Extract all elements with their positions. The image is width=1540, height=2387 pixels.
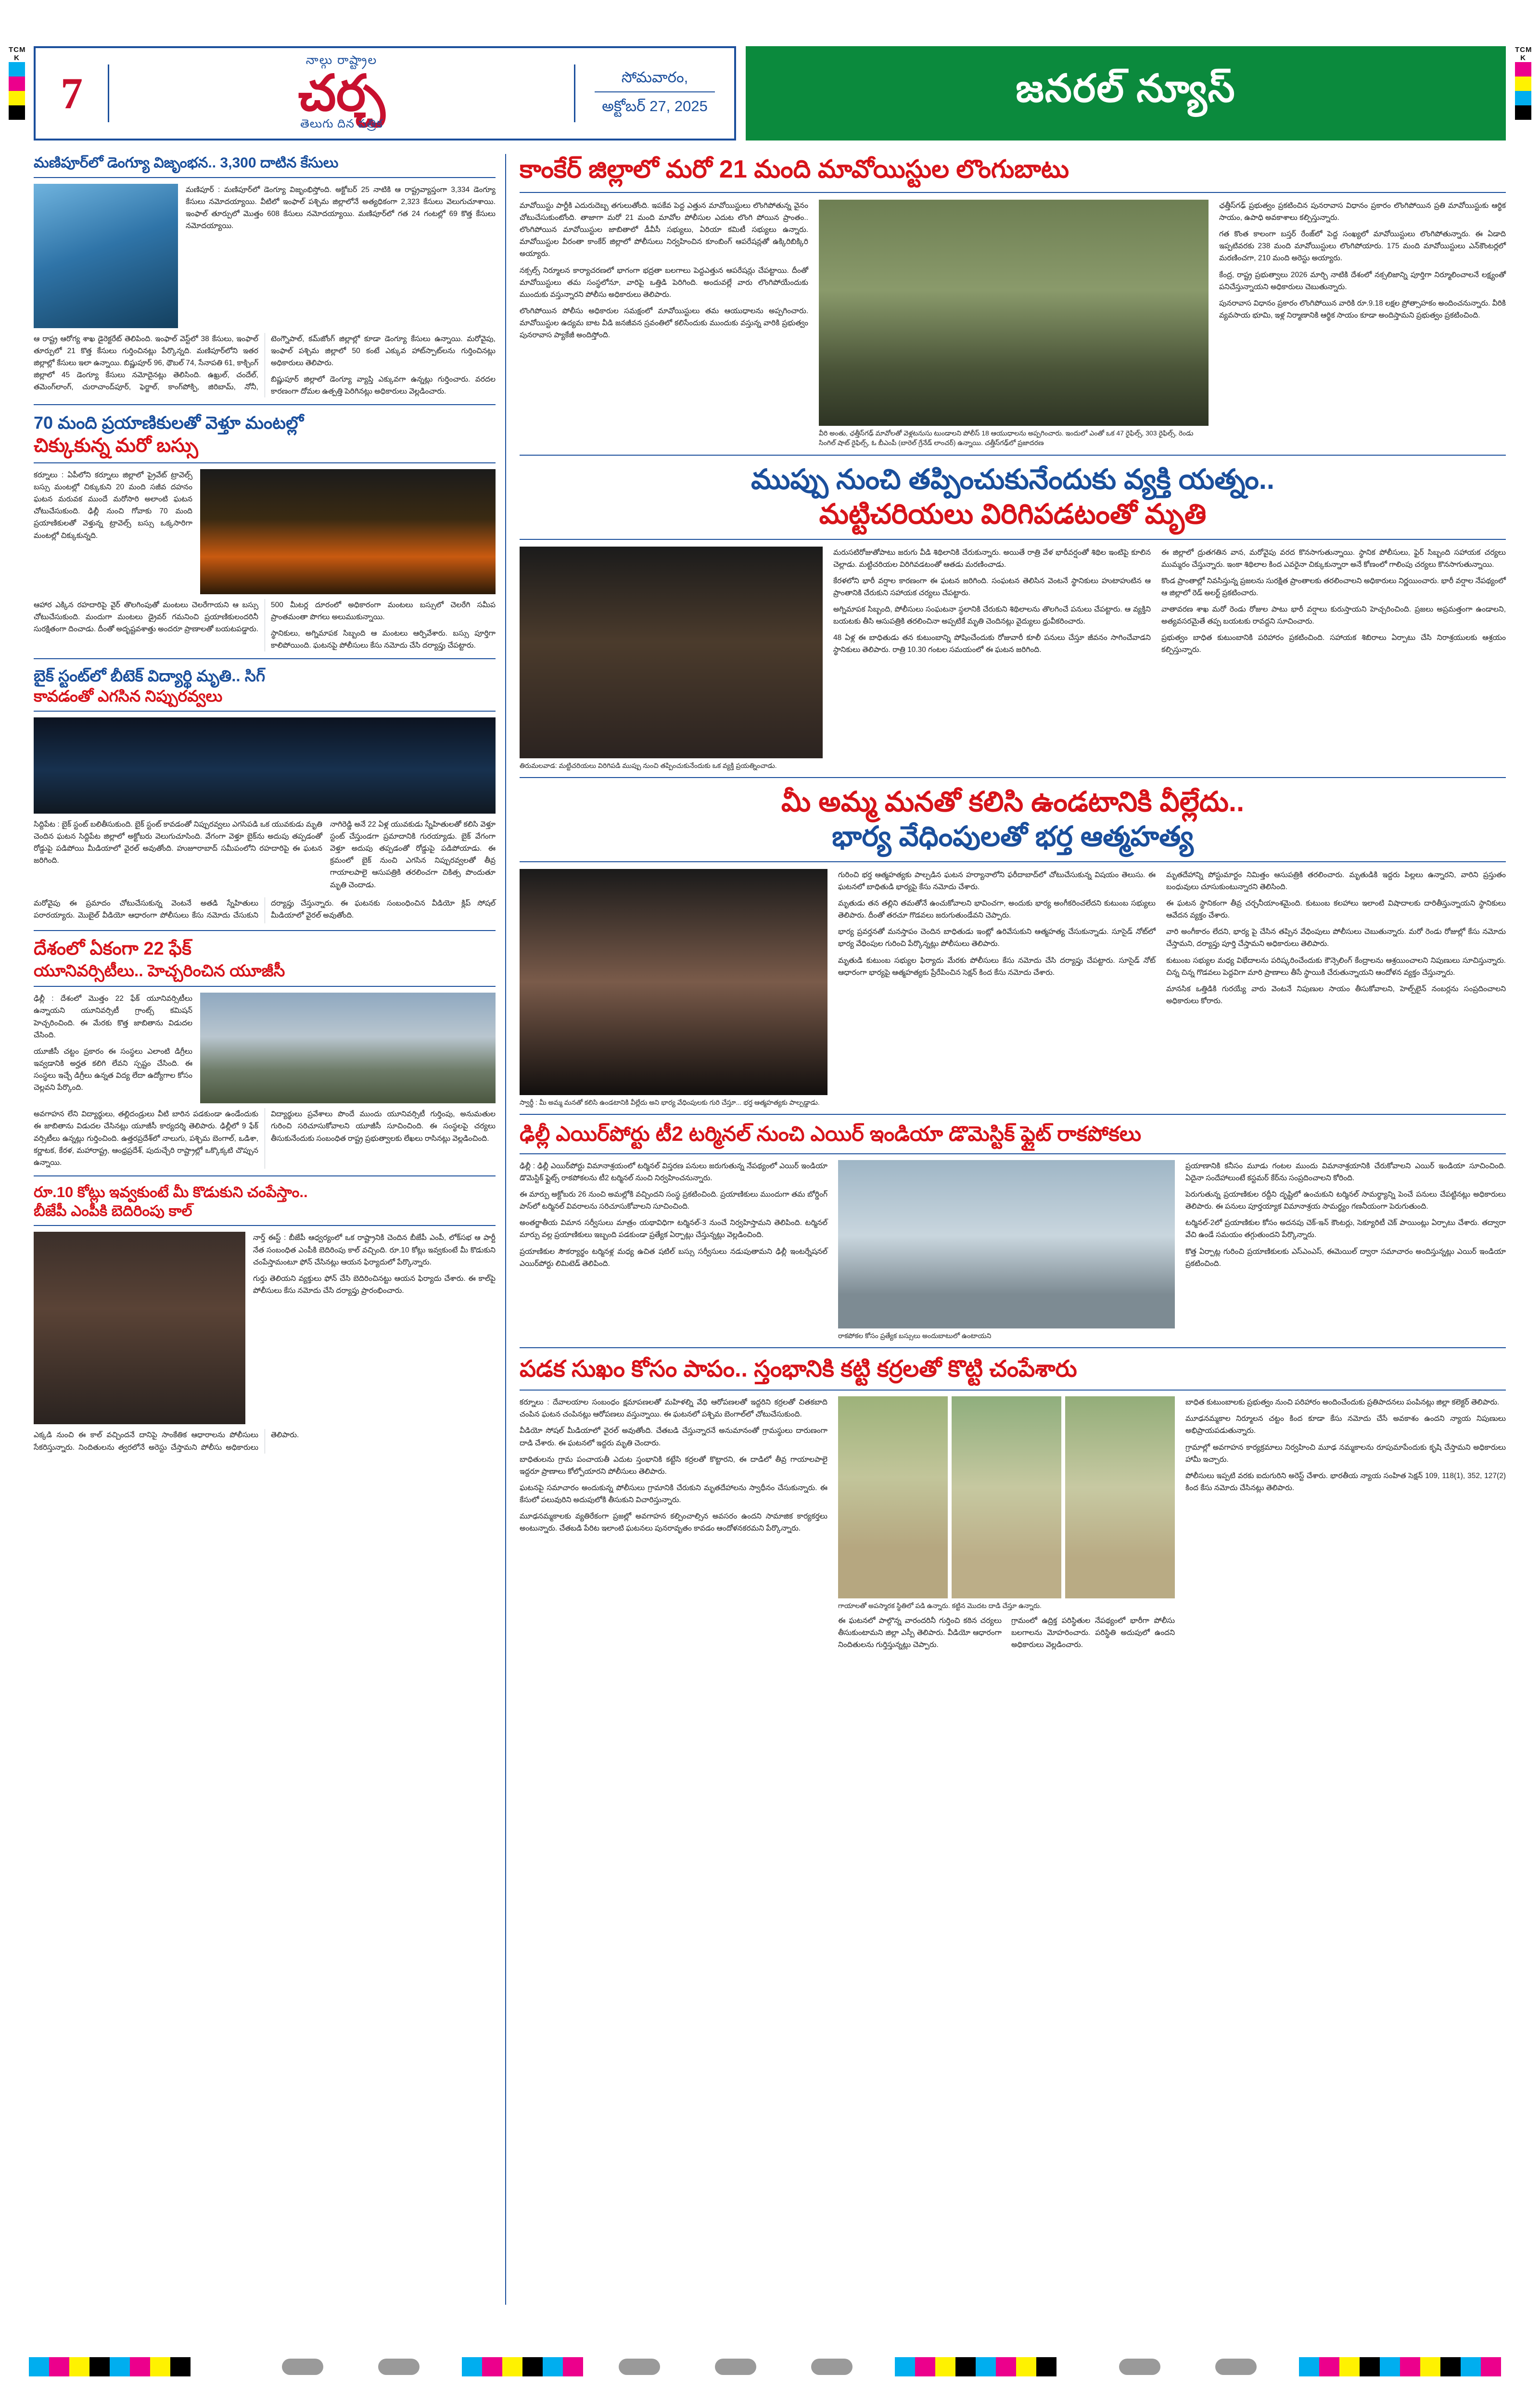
article-landslide-para-6: ఈ జిల్లాలో ద్రుతగతిన వాన, మరోవైపు వరద కొనసాగుతున్నాయి. స్థానిక పోలీసులు, ఫైర్ సిబ్బంది సహాయక చర్యలు ముమ్మరం చేస్తున్నారు. ఇంకా శిథిలాల కింద ఎవరైనా చిక్కుకున్నారా అనే కోణంలో గాలింపు చర్యలు కొనసాగుతున్నాయి. (1161, 548, 1506, 569)
article-landslide-headline-line1: ముప్పు నుంచి తప్పించుకునేందుకు వ్యక్తి యత్నం.. (751, 463, 1275, 495)
article-landslide-para-7: కొండ ప్రాంతాల్లో నివసిస్తున్న ప్రజలను సురక్షిత ప్రాంతాలకు తరలించాలని అధికారులు నిర్ణయించారు. భారీ వర్షాల నేపథ్యంలో ఆ జిల్లాలో రెడ్ అలర్ట్ ప్రకటించారు. (1161, 576, 1506, 597)
article-witchcraft-para-12: పోలీసులు ఇప్పటి వరకు ఐదుగురిని అరెస్ట్ చేశారు. భారతీయ న్యాయ సంహిత సెక్షన్ 109, 118(1), 352, 127(2) కింద కేసు నమోదు చేసినట్లు తెలిపారు. (1185, 1471, 1506, 1492)
article-air-india-para-3: అంతర్జాతీయ విమాన సర్వీసులు మాత్రం యథావిధిగా టర్మినల్-3 నుంచే నిర్వహిస్తామని తెలిపింది. టర్మినల్ మార్పు వల్ల ప్రయాణికులు ఇబ్బంది పడకుండా ప్రత్యేక ఏర్పాట్లు చేస్తున్నట్లు వెల్లడించింది. (520, 1219, 827, 1239)
section-title-banner: జనరల్ న్యూస్ (746, 46, 1506, 140)
registration-color-bar-left (9, 46, 25, 103)
article-husband-suicide-para-3: భార్య ప్రవర్తనతో మనస్తాపం చెందిన బాధితుడు ఇంట్లో ఉరివేసుకుని ఆత్మహత్య చేసుకున్నాడు. సూసైడ్ నోట్‌లో భార్య వేధింపుల గురించి పేర్కొన్నట్లు పోలీసులు తెలిపారు. (838, 928, 1156, 948)
article-witchcraft-para-11: గ్రామాల్లో అవగాహన కార్యక్రమాలు నిర్వహించి మూఢ నమ్మకాలను రూపుమాపేందుకు కృషి చేస్తామని అధికారులు హామీ ఇచ్చారు. (1185, 1443, 1506, 1464)
bjp-mp-portrait-photo (34, 1232, 245, 1424)
divider-2 (34, 658, 496, 659)
article-bjp-mp-para-1: నార్త్ ఈస్ట్ : బీజేపీ ఆధ్వర్యంలో ఒక రాష్ట్రానికి చెందిన బీజేపీ ఎంపీ, లోక్‌సభ ఆ పార్టీ నేత సంబంధిత ఎంపీకి బెదిరింపు కాల్ వచ్చింది. రూ.10 కోట్లు ఇవ్వకుంటే మీ కొడుకుని చంపేస్తామంటూ ఫోన్ చేసినట్లు ఆయన ఫిర్యాదులో పేర్కొన్నారు. (253, 1234, 496, 1266)
article-husband-suicide-para-6: ఈ ఘటన స్థానికంగా తీవ్ర చర్చనీయాంశమైంది. కుటుంబ కలహాలు ఇలాంటి విషాదాలకు దారితీస్తున్నాయని స్థానికులు ఆవేదన వ్యక్తం చేశారు. (1166, 899, 1506, 920)
article-air-india-para-1: ఢిల్లీ : ఢిల్లీ ఎయిర్‌పోర్టు విమానాశ్రయంలో టర్మినల్ విస్తరణ పనులు జరుగుతున్న నేపథ్యంలో ఎయిర్ ఇండియా డొమెస్టిక్ ఫ్లైట్స్ రాకపోకలను టీ2 టర్మినల్ నుంచి నిర్వహించనున్నారు. (520, 1162, 827, 1183)
article-bike-stunt (34, 666, 496, 923)
divider-r1 (520, 455, 1506, 456)
article-bus-fire (34, 412, 496, 651)
article-landslide-para-1: మరుసటిరోజుతోపాటు జ‌రుగు వీడి శిథిలానికి చేరుకున్నారు. అయితే రాత్రి వేళ భారీవర్షంతో శిథిల ఇంటిపై కూలిన చెల్లాడు. మట్టిచరియల విరిగివడటంతో ఆతడు మరణించాడు. (833, 548, 1151, 569)
air-india-aircraft-photo (838, 1160, 1175, 1328)
article-maoists-para-7: పునరావాస విధానం ప్రకారం లొంగిపోయిన వారికి రూ.9.18 లక్షల ప్రోత్సాహకం అందించనున్నారు. వీరికి వ్యవసాయ భూమి, ఇళ్ల నిర్మాణానికి ఆర్థిక సాయం కూడా అందిస్తామని ప్రభుత్వం ప్రకటించింది. (1219, 299, 1506, 319)
article-landslide-para-4: 48 ఏళ్ల ఈ బాధితుడు తన కుటుంబాన్ని పోషించేందుకు రోజువారీ కూలీ పనులు చేస్తూ జీవనం సాగించేవాడని స్థానికులు తెలిపారు. రాత్రి 10.30 గంటల సమయంలో ఈ ఘటన జరిగింది. (833, 634, 1151, 654)
article-bus-fire-para-3: స్థానికులు, అగ్నిమాపక సిబ్బంది ఆ మంటలు ఆర్పివేశారు. బస్సు పూర్తిగా కాలిపోయింది. ఘటనపై పోలీసులు కేసు నమోదు చేసి దర్యాప్తు చేపట్టారు. (271, 629, 496, 650)
logo-tagline-bottom: తెలుగు దిన పత్రిక (300, 117, 383, 131)
article-bike-stunt-para-3: మరోవైపు ఈ ప్రమాదం చోటుచేసుకున్న వెంటనే అతడి స్నేహితులు పరారయ్యారు. మొబైల్ వీడియో ఆధారంగా పోలీసులు కేసు నమోదు చేసుకుని దర్యాప్తు చేస్తున్నారు. ఈ ఘటనకు సంబంధించిన వీడియో క్లిప్ సోషల్ మీడియాలో వైరల్ అవుతోంది. (34, 899, 496, 919)
article-maoists-para-4: ఛత్తీస్‌గఢ్ ప్రభుత్వం ప్రకటించిన పునరావాస విధానం ప్రకారం లొంగిపోయిన ప్రతి మావోయిస్టుకు ఆర్థిక సాయం, ఉపాధి అవకాశాలు కల్పిస్తున్నారు. (1219, 202, 1506, 222)
article-bjp-mp-threat (34, 1183, 496, 1454)
article-witchcraft-para-7: ఈ ఘటనలో పాల్గొన్న వారందరినీ గుర్తించి కఠిన చర్యలు తీసుకుంటామని జిల్లా ఎస్పీ తెలిపారు. వీడియో ఆధారంగా నిందితులను గుర్తిస్తున్నట్లు చెప్పారు. (838, 1616, 1002, 1649)
article-air-india-para-5: ప్రయాణానికి కనీసం మూడు గంటల ముందు విమానాశ్రయానికి చేరుకోవాలని ఎయిర్ ఇండియా సూచించింది. ఏదైనా సందేహాలుంటే కస్టమర్ కేర్‌ను సంప్రదించాలని కోరింది. (1185, 1162, 1506, 1183)
newspaper-logo (109, 53, 574, 134)
landslide-crowd-night-photo (520, 547, 823, 758)
article-dengue-headline: మణిపూర్‌లో డెంగ్యూ విజృంభన.. 3,300 దాటిన కేసులు (34, 155, 339, 171)
article-husband-suicide-para-4: మృతుడి కుటుంబ సభ్యుల ఫిర్యాదు మేరకు పోలీసులు కేసు నమోదు చేసి దర్యాప్తు చేపట్టారు. సూసైడ్ నోట్ ఆధారంగా భార్యపై ఆత్మహత్యకు ప్రేరేపించిన సెక్షన్ కింద కేసు నమోదు చేశారు. (838, 956, 1156, 977)
article-fake-universities-para-4: విద్యార్థులు ప్రవేశాలు పొందే ముందు యూనివర్సిటీ గుర్తింపు, అనుమతుల గురించి సరిచూసుకోవాలని యూజీసీ సూచించింది. ఈ సంస్థలపై చర్యలు తీసుకునేందుకు సంబంధిత రాష్ట్ర ప్రభుత్వాలకు లేఖలు రాసినట్లు వెల్లడించింది. (271, 1110, 496, 1143)
print-control-bars (0, 2357, 1540, 2376)
article-air-india-para-8: కొత్త ఏర్పాట్ల గురించి ప్రయాణికులకు ఎస్ఎంఎస్, ఈమెయిల్ ద్వారా సమాచారం అందిస్తున్నట్లు ఎయిర్ ఇండియా ప్రకటించింది. (1185, 1247, 1506, 1268)
divider-r3 (520, 1114, 1506, 1115)
article-landslide-para-2: కేరళలోని భారీ వర్షాల కారణంగా ఈ ఘటన జరిగింది. సంఘటన తెలిసిన వెంటనే స్థానికులు హుటాహుటిన ఆ ప్రాంతానికి చేరుకుని సహాయక చర్యలు చేపట్టారు. (833, 576, 1151, 597)
article-landslide-para-8: వాతావరణ శాఖ మరో రెండు రోజుల పాటు భారీ వర్షాలు కురుస్తాయని హెచ్చరించింది. ప్రజలు అప్రమత్తంగా ఉండాలని, అత్యవసరమైతే తప్ప బయటకు రావద్దని సూచించారు. (1161, 605, 1506, 626)
divider-1 (34, 404, 496, 405)
article-fake-universities (34, 938, 496, 1169)
article-maoists-headline: కాంకేర్ జిల్లాలో మరో 21 మంది మావోయిస్టుల లొంగుబాటు (520, 155, 1069, 183)
masthead-title-box (34, 46, 736, 140)
reg-mark-label-right: TCM K (1515, 46, 1532, 62)
page-content (34, 154, 1506, 2329)
article-husband-suicide-para-1: గురించి భర్త ఆత్మహత్యకు పాల్పడిన ఘటన హర్యానాలోని ఫరీదాబాద్‌లో చోటుచేసుకున్న విషయం తెలుసు. ఈ ఘటనలో బాధితుడి భార్యపై కేసు నమోదు చేశారు. (838, 870, 1156, 891)
left-column (34, 154, 496, 1454)
page-number: 7 (61, 69, 83, 118)
article-bike-stunt-para-1: సిద్దిపేట : బైక్ స్టంట్ బలితీసుకుంది. బైక్ స్టంట్ కావడంతో నిప్పురవ్వలు ఎగసిపడి ఒక యువకుడు మృతి చెందిన ఘటన సిద్దిపేట జిల్లాలో అక్టోబరు వెలుగుచూసింది. వేగంగా వెళ్తూ బైక్‌ను అదుపు తప్పడంతో రోడ్డుపై పడిపోయి మీడియాలో వైరల్ అవుతోంది. హుజూరాబాద్ సమీపంలోని రహదారిపై ఈ ఘటన జరిగింది. (34, 820, 322, 865)
article-bjp-mp-para-3: ఎక్కడి నుంచి ఈ కాల్ వచ్చిందనే దానిపై సాంకేతిక ఆధారాలను పోలీసులు సేకరిస్తున్నారు. నిందితులను త్వరలోనే అరెస్టు చేస్తామని పోలీసు అధికారులు తెలిపారు. (34, 1431, 299, 1452)
article-witchcraft-para-9: బాధిత కుటుంబాలకు ప్రభుత్వం నుంచి పరిహారం అందించేందుకు ప్రతిపాదనలు పంపినట్లు జిల్లా కలెక్టర్ తెలిపారు. (1185, 1398, 1500, 1407)
ugc-building-photo (200, 993, 496, 1103)
article-witchcraft-para-3: బాధితులను గ్రామ పంచాయతీ ఎదుట స్తంభానికి కట్టేసి కర్రలతో కొట్టారని, ఈ దాడిలో తీవ్ర గాయాలపాలై ఇద్దరూ ప్రాణాలు కోల్పోయారని పోలీసులు తెలిపారు. (520, 1455, 827, 1476)
article-landslide-para-3: అగ్నిమాపక సిబ్బంది, పోలీసులు సంఘటనా స్థలానికి చేరుకుని శిథిలాలను తొలగించే పనులు చేపట్టారు. ఆ వ్యక్తిని బయటకు తీసి ఆసుపత్రికి తరలించినా అప్పటికే మృతి చెందినట్లు వైద్యులు ధ్రువీకరించారు. (833, 605, 1151, 626)
article-maoists-para-5: గత కొంత కాలంగా బస్తర్ రేంజ్‌లో పెద్ద సంఖ్యలో మావోయిస్టులు లొంగిపోతున్నారు. ఈ ఏడాది ఇప్పటివరకు 238 మంది మావోయిస్టులు లొంగిపోయారు. 175 మంది మావోయిస్టులు ఎన్‌కౌంటర్లలో మరణించగా, 210 మంది అరెస్టు అయ్యారు. (1219, 230, 1506, 263)
article-witchcraft-para-8: గ్రామంలో ఉద్రిక్త పరిస్థితుల నేపథ్యంలో భారీగా పోలీసు బలగాలను మోహరించారు. పరిస్థితి అదుపులో ఉందని అధికారులు వెల్లడించారు. (1011, 1616, 1175, 1649)
article-landslide-para-9: ప్రభుత్వం బాధిత కుటుంబానికి పరిహారం ప్రకటించింది. సహాయక శిబిరాలు ఏర్పాటు చేసి నిరాశ్రయులకు ఆశ్రయం కల్పిస్తున్నారు. (1161, 634, 1506, 654)
logo-title: చర్చ (298, 65, 385, 121)
article-husband-suicide (520, 785, 1506, 1107)
article-maoists-para-1: మావోయిస్టు పార్టీకి ఎదురుదెబ్బ తగులుతోంది. ఇపకేవ పెద్ద ఎత్తున మావోయిస్టులు లొంగిపోతున్న వైనం చోటుచేసుకుంటోంది. తాజాగా మరో 21 మంది మావోల పోలీసుల ఎదుట లొంగి పోయిన ప్రాంతం.. లొంగిపోయిన మావోయిస్టుల జాబితాలో డీవీసీ సభ్యులు, ఏరియా కమిటీ సభ్యులు ఉన్నారు. మావోయిస్టుల వీరంతా కాంకేర్ జిల్లాలో పోలీసులు నిర్వహించిన కూంబింగ్ ఆపరేషన్లతో ఉక్కిరిబిక్కిరి అయ్యారు. (520, 202, 808, 258)
masthead (34, 46, 1506, 140)
article-bjp-mp-headline-line1: రూ.10 కోట్లు ఇవ్వకుంటే మీ కొడుకుని చంపేస్తాం.. (34, 1183, 308, 1200)
column-rule-main (505, 154, 506, 2305)
article-witchcraft-para-4: ఘటనపై సమాచారం అందుకున్న పోలీసులు గ్రామానికి చేరుకుని మృతదేహాలను స్వాధీనం చేసుకున్నారు. ఈ కేసులో పలువురిని అదుపులోకి తీసుకుని విచారిస్తున్నారు. (520, 1483, 827, 1504)
publication-date (575, 66, 734, 121)
article-witchcraft-para-1: కర్నూలు : దేవాలయాల సంబంధం క్షమాపణలతో మహిళల్ని వేధి ఆరోపణలతో ఇద్దరిని కర్రలతో చితకబాది చంపిన ఘటన చంపినట్లు ఆరోపణలు వస్తున్నాయి. ఈ ఘటనలో పశ్చిమ బెంగాల్‌లో చోటుచేసుకుంది. (520, 1398, 827, 1419)
article-dengue-para-2: ఆ రాష్ట్ర ఆరోగ్య శాఖ డైరెక్టరేట్ తెలిపింది. ఇంఫాల్ వెస్ట్‌లో 38 కేసులు, ఇంఫాల్ తూర్పులో 21 కొత్త కేసులు గుర్తించినట్లు పేర్కొన్నది. మణిపూర్‌లోని ఇతర జిల్లాల్లో కేసులు ఇలా ఉన్నాయి. బిష్ణుపూర్ 96, థౌబల్ 74, సేనాపతి 61, కాక్చింగ్ జిల్లాలో 45 డెంగ్యూ కేసులు నమోదైనట్లు తెలిసింది. ఉఖ్రుల్, చందేల్, తమెంగ్‌లాంగ్, చురాచాంద్‌పూర్, ఫెర్జాల్, కాంగ్‌పోక్పి, జిరిబామ్, నోనీ, టెంగ్నౌపాల్, కమ్‌జోంగ్ జిల్లాల్లో కూడా డెంగ్యూ కేసులు ఉన్నాయి. మరోవైపు, ఇంఫాల్ పశ్చిమ జిల్లాలో 50 కంటే ఎక్కువ హాట్‌స్పాట్‌లను గుర్తించినట్లు అధికారులు తెలిపారు. (34, 334, 496, 391)
right-column (520, 154, 1506, 1655)
article-bike-stunt-headline-line2: కావడంతో ఎగసిన నిప్పురవ్వలు (34, 687, 223, 705)
article-bus-fire-headline-line1: 70 మంది ప్రయాణికులతో వెళ్తూ మంటల్లో (34, 413, 304, 433)
article-maoists-para-3: లొంగిపోయిన పోలీసు అధికారుల సమక్షంలో మావోయిస్టులు తమ ఆయుధాలను అప్పగించారు. మావోయిస్టుల ఉద్యమ బాట వీడి జనజీవన స్రవంతిలో కలిసేందుకు ముందుకు వస్తున్న వారికి ప్రభుత్వం పునరావాస ప్యాకేజీ అందిస్తోంది. (520, 306, 808, 340)
article-air-india-para-7: టర్మినల్-2లో ప్రయాణికుల కోసం అదనపు చెక్-ఇన్ కౌంటర్లు, సెక్యూరిటీ చెక్ పాయింట్లు ఏర్పాటు చేశారు. తద్వారా వేచి ఉండే సమయం తగ్గుతుందని పేర్కొన్నారు. (1185, 1219, 1506, 1239)
village-crowd-photo-3 (1065, 1396, 1175, 1598)
article-witchcraft-headline: పడక సుఖం కోసం పాపం.. స్తంభానికి కట్టి కర్రలతో కొట్టి చంపేశారు (520, 1356, 1077, 1382)
article-husband-suicide-para-5: మృతదేహాన్ని పోస్టుమార్టం నిమిత్తం ఆసుపత్రికి తరలించారు. మృతుడికి ఇద్దరు పిల్లలు ఉన్నారని, వారిని ప్రస్తుతం బంధువులు చూసుకుంటున్నారని తెలిసింది. (1166, 870, 1506, 891)
mosquito-blood-sample-photo (34, 184, 178, 328)
reg-mark-label-left: TCM K (9, 46, 26, 62)
article-bus-fire-para-2: ఆహార ఎక్కిన రహదారిపై వైర్ తొలగింపుతో మంటలు చెలరేగాయని ఆ బస్సు చోటుచేసుకుంది. మందుగా మంటలు డ్రైవర్ గమనించి ప్రయాణికులందరినీ సురక్షితంగా దించాడు. దీంతో అదృష్టవశాత్తు అందరూ ప్రాణాలతో బయటపడ్డారు. 500 మీటర్ల దూరంలో అధికారంగా మంటలు బస్సులో చెలరేగి సమీప ప్రాంతమంతా పొగలు అలుముకున్నాయి. (34, 601, 496, 634)
article-fake-universities-headline-line2: యూనివర్సిటీలు.. హెచ్చరించిన యూజీసీ (34, 961, 285, 980)
article-dengue-para-3: బిష్ణుపూర్ జిల్లాలో డెంగ్యూ వ్యాప్తి ఎక్కువగా ఉన్నట్లు గుర్తించారు. వరదల కారణంగా దోమల ఉత్పత్తి పెరిగినట్లు అధికారులు వెల్లడించారు. (271, 375, 496, 396)
article-witchcraft-para-6: మూఢనమ్మకాలకు వ్యతిరేకంగా ప్రజల్లో అవగాహన కల్పించాల్సిన అవసరం ఉందని సామాజిక కార్యకర్తలు అంటున్నారు. చేతబడి పేరిట ఇలాంటి ఘటనలు పునరావృతం కావడం ఆందోళనకరమని పేర్కొన్నారు. (520, 1512, 827, 1533)
article-air-india-para-2: ఈ మార్పు అక్టోబరు 26 నుంచి అమల్లోకి వచ్చిందని సంస్థ ప్రకటించింది. ప్రయాణికులు ముందుగా తమ బోర్డింగ్ పాస్‌లో టర్మినల్ వివరాలను సరిచూసుకోవాలని సూచించింది. (520, 1190, 827, 1211)
article-bus-fire-para-1: కర్నూలు : ఏపీలోని కర్నూలు జిల్లాలో ప్రైవేట్ ట్రావెల్స్ బస్సు మంటల్లో చిక్కుకుని 20 మంది సజీవ దహనం ఘటన మరువక ముందే మరోసారి అలాంటి ఘటన చోటుచేసుకుంది. ఢిల్లీ నుంచి గోవాకు 70 మంది ప్రయాణికులతో వెళ్తున్న ట్రావెల్స్ బస్సు ఒక్కసారిగా మంటల్లో చిక్కుకున్నది. (34, 471, 192, 540)
article-husband-suicide-photo-caption: స్వార్థీ : మీ అమ్మ మనతో కలిసి ఉండటానికి వీల్లేదు అని భార్య వేధింపులకు గురి చేస్తూ... భర్త ఆత్మహత్యకు పాల్పడ్డాడు. (520, 1098, 820, 1106)
article-air-india-para-6: పెరుగుతున్న ప్రయాణికుల రద్దీని దృష్టిలో ఉంచుకుని టర్మినల్ సామర్థ్యాన్ని పెంచే పనులు చేపట్టినట్లు అధికారులు తెలిపారు. ఈ పనులు పూర్తయ్యాక విమానాశ్రయ సామర్థ్యం గణనీయంగా పెరుగుతుంది. (1185, 1190, 1506, 1211)
article-bus-fire-headline-line2: చిక్కుకున్న మరో బస్సు (34, 435, 198, 457)
surrendered-maoists-group-photo (819, 200, 1209, 426)
article-bjp-mp-headline-line2: బీజేపీ ఎంపీకి బెదిరింపు కాల్ (34, 1202, 192, 1219)
article-fake-universities-para-2: యూజీసీ చట్టం ప్రకారం ఈ సంస్థలు ఎలాంటి డిగ్రీలు ఇవ్వడానికి అర్హత కలిగి లేవని స్పష్టం చేసింది. ఈ సంస్థలు ఇచ్చే డిగ్రీలు ఉన్నత విద్య లేదా ఉద్యోగాల కోసం చెల్లవని పేర్కొంది. (34, 1047, 192, 1092)
article-maoists-para-2: నక్సల్స్ నిర్మూలన కార్యాచరణలో భాగంగా భద్రతా బలగాలు పెద్దఎత్తున ఆపరేషన్లు చేపట్టాయి. దీంతో మావోయిస్టులు తమ సంస్థలోనూ, వారిపై ఒత్తిడి పెరిగింది. అందువల్లే వారు లొంగిపోయేందుకు ముందుకు వస్తున్నారని పోలీసు అధికారులు తెలిపారు. (520, 266, 808, 299)
article-bike-stunt-para-2: నాగిరెడ్డి అనే 22 ఏళ్ల యువకుడు స్నేహితులతో కలిసి వెళ్తూ స్టంట్ చేస్తుండగా ప్రమాదానికి గురయ్యాడు. బైక్ వేగంగా వెళ్తూ అదుపు తప్పడంతో రోడ్డుపై పడిపోయాడు. ఈ క్రమంలో బైక్ నుంచి ఎగసిన నిప్పురవ్వలతో తీవ్ర గాయాలపాలై ఆసుపత్రికి తరలించగా చికిత్స పొందుతూ మృతి చెందాడు. (330, 820, 496, 889)
article-landslide-headline-line2: మట్టిచరియలు విరిగిపడటంతో మృతి (819, 498, 1207, 530)
divider-r4 (520, 1347, 1506, 1348)
article-witchcraft-murder (520, 1355, 1506, 1655)
date-full: అక్టోబర్ 27, 2025 (595, 91, 715, 118)
burning-bus-photo (200, 469, 496, 594)
article-husband-suicide-headline-line1: మీ అమ్మ మనతో కలిసి ఉండటానికి వీల్లేదు.. (781, 786, 1245, 817)
article-fake-universities-para-1: ఢిల్లీ : దేశంలో మొత్తం 22 ఫేక్ యూనివర్సిటీలు ఉన్నాయని యూనివర్సిటీ గ్రాంట్స్ కమిషన్ హెచ్చరించింది. ఈ మేరకు కొత్త జాబితాను విడుదల చేసింది. (34, 995, 192, 1039)
night-road-photo (34, 717, 496, 814)
article-witchcraft-para-10: మూఢనమ్మకాల నిర్మూలన చట్టం కింద కూడా కేసు నమోదు చేసే అవకాశం ఉందని న్యాయ నిపుణులు అభిప్రాయపడుతున్నారు. (1185, 1415, 1506, 1435)
date-day: సోమవారం, (621, 68, 688, 86)
registration-color-bar-right (1515, 46, 1531, 103)
article-husband-suicide-para-7: వారి అంగీకారం లేదని, భార్య పై చేసిన తప్పిన వేధింపులు పోలీసులు చెబుతున్నారు. మరో రెండు రోజుల్లో కేసు నమోదు చేస్తామని, దర్యాప్తు పూర్తి చేస్తామని అధికారులు తెలిపారు. (1166, 928, 1506, 948)
logo-tagline-top: నాల్గు రాష్ట్రాల (305, 53, 378, 67)
article-bjp-mp-para-2: గుర్తు తెలియని వ్యక్తులు ఫోన్ చేసి బెదిరించినట్టు ఆయన ఫిర్యాదు చేశారు. ఈ కాల్‌పై పోలీసులు కేసు నమోదు చేసి దర్యాప్తు ప్రారంభించారు. (253, 1274, 496, 1295)
article-landslide (520, 462, 1506, 770)
hands-distress-photo (520, 869, 827, 1095)
article-maoists-photo-caption: వీరి అంతు, ఛత్తీస్‌గఢ్ మావోలతో వెళ్లటనుసు టుండాలని పోలీస్ 18 ఆయుధాలను అప్పగించారు. ఇందులో ఎంతో ఒక 47 రైఫిల్స్, 303 రైఫిల్స్, రెండు సింగిల్ షాట్ రైఫిల్స్, ఓ బీఎంపీ (బారెల్ గ్రేనేడ్ లాంచర్) ఉన్నాయి. చత్తీస్‌గఢ్‌లో ప్రజాదరణ (819, 429, 1194, 447)
divider-4 (34, 1175, 496, 1176)
divider-r2 (520, 777, 1506, 778)
article-air-india-headline: ఢిల్లీ ఎయిర్‌పోర్టు టీ2 టర్మినల్ నుంచి ఎయిర్ ఇండియా డొమెస్టిక్ ఫ్లైట్ రాకపోకలు (520, 1123, 1142, 1146)
article-husband-suicide-para-8: కుటుంబ సభ్యుల మధ్య విభేదాలను పరిష్కరించేందుకు కౌన్సెలింగ్ కేంద్రాలను ఆశ్రయించాలని నిపుణులు సూచిస్తున్నారు. చిన్న చిన్న గొడవలు పెద్దవిగా మారి ప్రాణాలు తీసే స్థాయికి చేరుతున్నాయని ఆందోళన వ్యక్తం చేస్తున్నారు. (1166, 956, 1506, 977)
divider-3 (34, 930, 496, 931)
article-maoists-surrender (520, 154, 1506, 448)
article-husband-suicide-headline-line2: భార్య వేధింపులతో భర్త ఆత్మహత్య (832, 821, 1194, 853)
article-dengue (34, 154, 496, 397)
article-husband-suicide-para-9: మానసిక ఒత్తిడికి గురయ్యే వారు వెంటనే నిపుణుల సాయం తీసుకోవాలని, హెల్ప్‌లైన్ నంబర్లను సంప్రదించాలని అధికారులు కోరారు. (1166, 984, 1506, 1005)
article-air-india (520, 1122, 1506, 1340)
article-bike-stunt-headline-line1: బైక్ స్టంట్‌లో బీటెక్ విద్యార్థి మృతి.. సిగ్ (34, 667, 266, 685)
article-witchcraft-photo-caption: గాయాలతో అపస్మారక స్థితిలో పడి ఉన్నారు. కట్టిన మొదట దాడి చేస్తూ ఉన్నారు. (838, 1602, 1042, 1610)
article-air-india-para-4: ప్రయాణికుల సౌకర్యార్థం టర్మినళ్ల మధ్య ఉచిత షటిల్ బస్సు సర్వీసులు నడుపుతామని ఢిల్లీ ఇంటర్నేషనల్ ఎయిర్‌పోర్టు లిమిటెడ్ తెలిపింది. (520, 1247, 827, 1268)
article-fake-universities-headline-line1: దేశంలో ఏకంగా 22 ఫేక్ (34, 939, 192, 959)
article-witchcraft-para-2: వీడియో సోషల్ మీడియాలో వైరల్ అవుతోంది. చేతబడి చేస్తున్నారనే అనుమానంతో గ్రామస్థులు దారుణంగా దాడి చేశారు. ఈ ఘటనలో ఇద్దరు మృతి చెందారు. (520, 1427, 827, 1447)
article-landslide-photo-caption: తిరుమలవాడ‌: మట్టిచరియలు విరిగిపడి ముప్పు నుంచి తప్పించుకునేందుకు ఒక వ్యక్తి ప్రయత్నించాడు. (520, 761, 777, 769)
article-dengue-para-1: మణిపూర్ : మణిపూర్‌లో డెంగ్యూ విజృంభిస్తోంది. అక్టోబర్ 25 నాటికి ఆ రాష్ట్రవ్యాప్తంగా 3,334 డెంగ్యూ కేసులు నమోదయ్యాయి. వీటిలో ఇంఫాల్ పశ్చిమ జిల్లాలోనే అత్యధికంగా 2,323 కేసులు వెలుగుచూశాయి. ఇంఫాల్ తూర్పులో మొత్తం 608 కేసులు నమోదయ్యాయి. మణిపూర్‌లో గత 24 గంటల్లో 69 కొత్త కేసులు నమోదయ్యాయి. (186, 185, 496, 230)
article-maoists-para-6: కేంద్ర, రాష్ట్ర ప్రభుత్వాలు 2026 మార్చి నాటికి దేశంలో నక్సలిజాన్ని పూర్తిగా నిర్మూలించాలనే లక్ష్యంతో పనిచేస్తున్నాయని అధికారులు చెబుతున్నారు. (1219, 270, 1506, 291)
village-crowd-photo-2 (952, 1396, 1061, 1598)
article-fake-universities-para-3: అవగాహన లేని విద్యార్థులు, తల్లిదండ్రులు వీటి బారిన పడకుండా ఉండేందుకు ఈ జాబితాను విడుదల చేసినట్లు యూజీసీ కార్యదర్శి తెలిపారు. ఢిల్లీలో 9 ఫేక్ వర్సిటీలు ఉన్నట్లు గుర్తించింది. ఉత్తరప్రదేశ్‌లో నాలుగు, పశ్చిమ బెంగాల్, ఒడిశా, కర్ణాటక, కేరళ, మహారాష్ట్ర, ఆంధ్రప్రదేశ్, పుదుచ్చేరి రాష్ట్రాల్లో ఒక్కొక్కటి చొప్పున ఉన్నాయి. (34, 1110, 258, 1167)
article-husband-suicide-para-2: మృతుడు తన తల్లిని తమతోనే ఉంచుకోవాలని భావించగా, అందుకు భార్య అంగీకరించలేదని కుటుంబ సభ్యులు తెలిపారు. దీంతో తరచూ గొడవలు జరుగుతుండేవని చెప్పారు. (838, 899, 1156, 920)
village-crowd-photo-1 (838, 1396, 948, 1598)
article-air-india-photo-caption: రాకపోకల కోసం ప్రత్యేక బస్సులు అందుబాటులో ఉంటాయని (838, 1331, 992, 1340)
